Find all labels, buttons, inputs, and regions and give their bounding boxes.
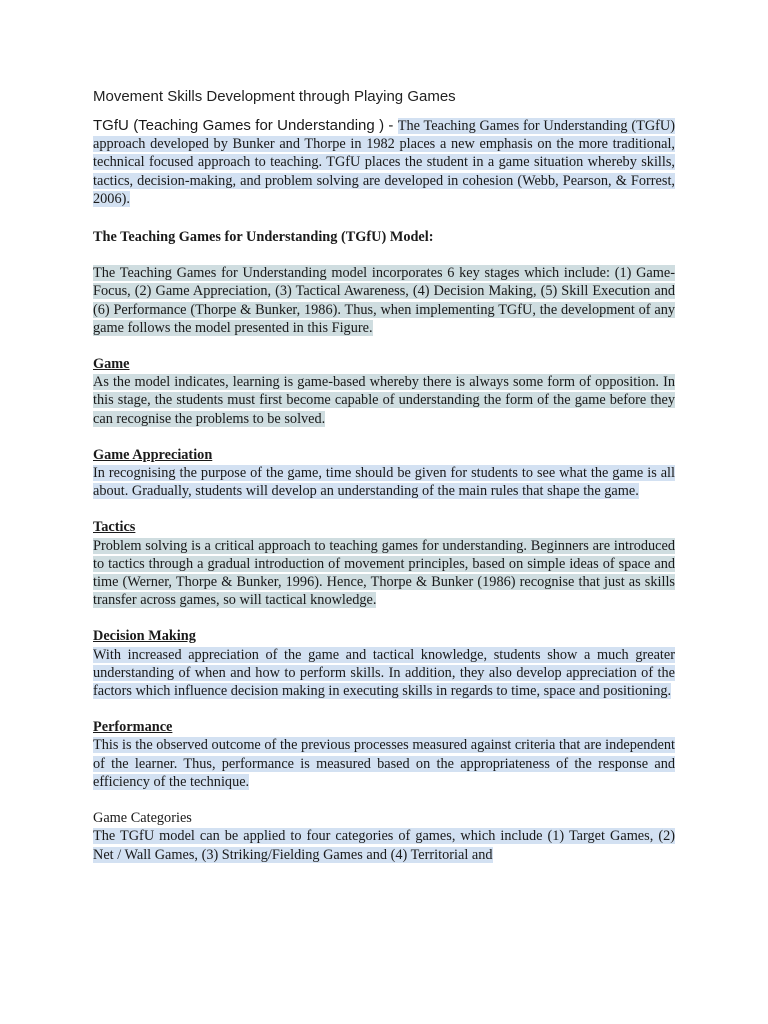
intro-lead: TGfU (Teaching Games for Understanding ) - (93, 117, 398, 134)
model-body: The Teaching Games for Understanding model incorporates 6 key stages which include: (1) Game-Focus, (2) Game Appreciation, (3) Tactical Awareness, (4) Decision Making, (5) Skill Execution and (6) Performance (Thorpe & Bunker, 1986). Thus, when implementing TGfU, the development of any game follows the model presented in this Figure. (93, 265, 675, 336)
section-heading-tactics: Tactics (93, 519, 136, 536)
section-body-performance: This is the observed outcome of the previous processes measured against criteria that are independent of the learner. Thus, performance is measured based on the appropriateness of the response and efficiency of the technique. (93, 737, 675, 790)
section-body-game-appreciation: In recognising the purpose of the game, time should be given for students to see what the game is all about. Gradually, students will develop an understanding of the main rules that shape the game. (93, 465, 675, 500)
section-heading-game: Game (93, 356, 130, 373)
categories-paragraph: The TGfU model can be applied to four categories of games, which include (1) Target Games, (2) Net / Wall Games, (3) Striking/Fielding Games and (4) Territorial and (93, 828, 675, 863)
section-body-tactics: Problem solving is a critical approach to teaching games for understanding. Beginners are introduced to tactics through a gradual introduction of movement principles, based on simple ideas of space and time (Werner, Thorpe & Bunker, 1996). Hence, Thorpe & Bunker (1986) recognise that just as skills transfer across games, so will tactical knowledge. (93, 537, 675, 609)
model-heading: The Teaching Games for Understanding (TGfU) Model: (93, 229, 434, 246)
model-paragraph (93, 264, 675, 337)
section-heading-performance: Performance (93, 719, 173, 736)
section-body-decision-making: With increased appreciation of the game and tactical knowledge, students show a much greater understanding of when and how to perform skills. In addition, they also develop appreciation of the factors which influence decision making in executing skills in regards to time, space and positioning. (93, 646, 675, 700)
intro-body: The Teaching Games for Understanding (TGfU) approach developed by Bunker and Thorpe in 1982 places a new emphasis on the more traditional, technical focused approach to teaching. TGfU places the student in a game situation whereby skills, tactics, decision-making, and problem solving are developed in cohesion (Webb, Pearson, & Forrest, 2006). (93, 118, 675, 207)
section-body-game: As the model indicates, learning is game-based whereby there is always some form of opposition. In this stage, the students must first become capable of understanding the form of the game before they can recognise the problems to be solved. (93, 374, 675, 427)
document-title: Movement Skills Development through Playing Games (93, 88, 456, 105)
categories-label: Game Categories (93, 810, 192, 827)
document-content (93, 87, 675, 864)
intro-paragraph (93, 117, 675, 208)
section-heading-game-appreciation: Game Appreciation (93, 446, 213, 463)
section-heading-decision-making: Decision Making (93, 628, 196, 645)
